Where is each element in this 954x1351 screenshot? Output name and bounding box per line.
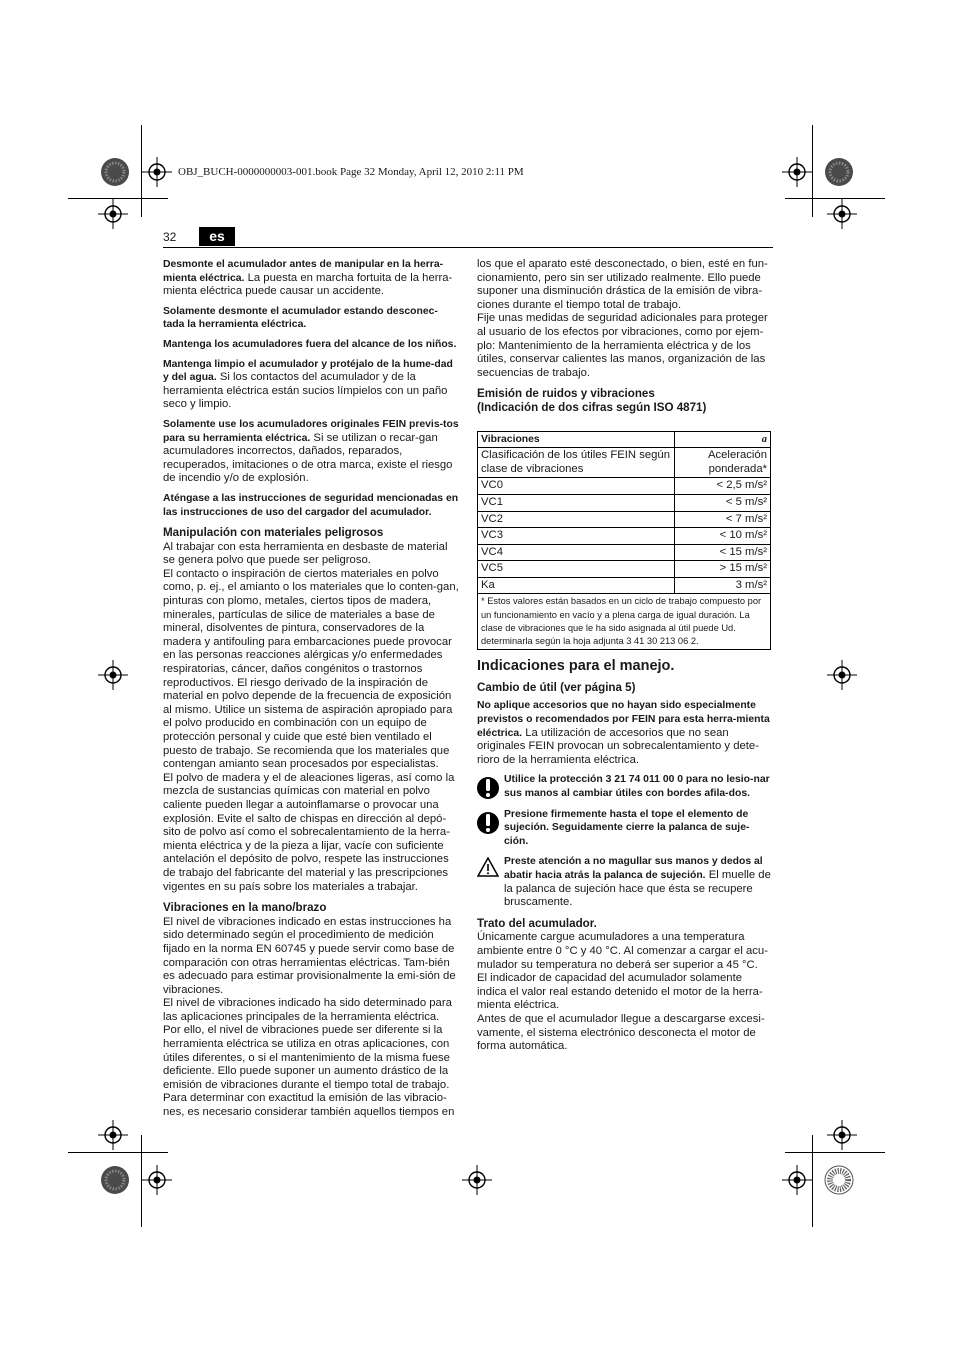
table-row <box>478 561 771 578</box>
table-row <box>478 577 771 594</box>
warning-triangle-icon <box>477 857 499 877</box>
registration-mark-icon <box>827 1120 857 1150</box>
section-heading: Emisión de ruidos y vibraciones <box>477 387 655 401</box>
registration-mark-icon <box>98 199 128 229</box>
body-text: El muelle de la palanca de sujeción hace que ésta se recupere bruscamente. <box>504 869 771 909</box>
bold-text: Solamente use los acumuladores originales FEIN previs-tos para su herramienta eléctrica. <box>163 418 459 444</box>
registration-mark-icon <box>827 660 857 690</box>
table-cell: > 15 m/s² <box>675 561 771 578</box>
table-row <box>478 544 771 561</box>
table-row <box>478 448 771 478</box>
paragraph: los que el aparato esté desconectado, o bien, esté en fun-cionamiento, pero sin ser utilizado realmente. Ello puede suponer una disminución drástica de la emisión de vibra-ciones durante el tiempo total de trabajo. <box>477 258 768 311</box>
bold-text: Mantenga limpio el acumulador y protéjalo de la hume-dad y del agua. <box>163 358 453 384</box>
section-heading: Manipulación con materiales peligrosos <box>163 526 384 540</box>
bold-text: Presione firmemente hasta el tope el elemento de sujeción. Seguidamente cierre la palanca de suje-ción. <box>504 808 750 847</box>
body-text: La utilización de accesorios que no sean originales FEIN provocan un sobrecalentamiento y dete-rioro de la herramienta eléctrica. <box>477 726 759 766</box>
table-cell: < 10 m/s² <box>675 528 771 545</box>
paragraph: El polvo de madera y el de aleaciones ligeras, así como la mezcla de sustancias químicas con material en polvo caliente pueden llegar a autoinflamarse o provocar una explosión. Evite el salto de chispas en dirección al depó-sito de polvo así como el sobrecalentamiento de la herra-mienta eléctrica y de la pieza a lijar, vacíe con suficiente antelación el depósito de polvo, respete las instrucciones de trabajo del fabricante del material y las prescripciones vigentes en su país sobre los materiales a trabajar. <box>163 771 455 893</box>
paragraph: Antes de que el acumulador llegue a descargarse excesi-vamente, el sistema electrónico desconecta el motor de forma automática. <box>477 1012 765 1053</box>
registration-mark-icon <box>98 1120 128 1150</box>
table-row <box>478 528 771 545</box>
section-heading: Cambio de útil (ver página 5) <box>477 680 636 694</box>
color-target-icon <box>824 1165 854 1195</box>
table-header-cell: a <box>675 431 771 448</box>
vibration-table <box>477 431 771 651</box>
section-heading: Indicaciones para el manejo. <box>477 658 675 675</box>
table-cell: < 15 m/s² <box>675 544 771 561</box>
table-note-row <box>478 594 771 650</box>
table-cell: VC0 <box>478 478 675 495</box>
section-heading: (Indicación de dos cifras según ISO 4871) <box>477 400 707 414</box>
header-rule <box>163 247 773 248</box>
table-cell: VC5 <box>478 561 675 578</box>
registration-mark-icon <box>782 157 812 187</box>
color-target-icon <box>100 157 130 187</box>
paragraph: El nivel de vibraciones indicado ha sido determinado para las aplicaciones principales de la herramienta eléctrica. Por ello, el nivel de vibraciones puede ser diferente si la herramienta eléctrica se utiliza en otras aplicaciones, con útiles diferentes, o si el mantenimiento de la misma fuese deficiente. Ello puede suponer un aumento drástico de la emisión de vibraciones durante el tiempo total de trabajo. Para determinar con exactitud la emisión de las vibracio-nes, es necesario considerar también aquellos tiempos en <box>163 997 455 1119</box>
registration-mark-icon <box>98 660 128 690</box>
table-footnote: * Estos valores están basados en un ciclo de trabajo compuesto por un funcionamiento en vacío y a plena carga de igual duración. La clase de vibraciones que le ha sido asignada al útil puede Ud. determinarla según la hoja adjunta 3 41 30 213 06 2. <box>478 594 771 650</box>
table-cell: VC2 <box>478 511 675 528</box>
paragraph <box>163 305 459 332</box>
exclamation-icon <box>477 775 499 801</box>
exclamation-icon <box>477 810 499 836</box>
table-row <box>478 511 771 528</box>
table-cell: < 5 m/s² <box>675 494 771 511</box>
table-cell: Aceleración ponderada* <box>675 448 771 478</box>
bold-text: Desmonte el acumulador antes de manipular en la herra-mienta eléctrica. <box>163 259 444 284</box>
color-target-icon <box>100 1165 130 1195</box>
paragraph <box>163 258 459 299</box>
color-target-icon <box>824 157 854 187</box>
table-row <box>478 478 771 495</box>
paragraph: Únicamente cargue acumuladores a una temperatura ambiente entre 0 °C y 40 °C. Al comenzar a cargar el acu-mulador su temperatura no deberá ser superior a 45 °C. <box>477 931 768 971</box>
table-header-row <box>478 431 771 448</box>
bold-text: Aténgase a las instrucciones de seguridad mencionadas en las instrucciones de uso del cargador del acumulador. <box>163 492 459 518</box>
language-tab: es <box>199 227 235 246</box>
paragraph <box>163 358 459 412</box>
table-cell: < 7 m/s² <box>675 511 771 528</box>
table-header-cell: Vibraciones <box>478 431 675 448</box>
registration-mark-icon <box>142 157 172 187</box>
page-number: 32 <box>163 230 177 244</box>
bold-text: Utilice la protección 3 21 74 011 00 0 para no lesio-nar sus manos al cambiar útiles con bordes afila-dos. <box>504 774 770 800</box>
registration-mark-icon <box>827 199 857 229</box>
section-heading: Vibraciones en la mano/brazo <box>163 901 327 915</box>
book-file-header: OBJ_BUCH-0000000003-001.book Page 32 Monday, April 12, 2010 2:11 PM <box>178 166 524 178</box>
table-cell: VC1 <box>478 494 675 511</box>
left-column <box>163 258 459 1120</box>
table-cell: 3 m/s² <box>675 577 771 594</box>
registration-mark-icon <box>782 1165 812 1195</box>
warning-block <box>477 855 773 909</box>
paragraph <box>163 338 459 352</box>
bold-text: Solamente desmonte el acumulador estando desconec-tada la herramienta eléctrica. <box>163 305 438 331</box>
paragraph: Fije unas medidas de seguridad adicionales para proteger al usuario de los efectos por vibraciones, como por ejem-plo: Mantenimiento de la herramienta eléctrica y de los útiles, conservar calientes las manos, organización de las secuencias de trabajo. <box>477 312 768 379</box>
paragraph <box>477 699 773 767</box>
body-text: Si los contactos del acumulador y de la herramienta eléctrica están sucios límpielos con un paño seco y limpio. <box>163 371 448 411</box>
table-row <box>478 494 771 511</box>
table-cell: Ka <box>478 577 675 594</box>
body-text: La puesta en marcha fortuita de la herra-mienta eléctrica puede causar un accidente. <box>163 271 453 298</box>
table-cell: VC3 <box>478 528 675 545</box>
table-cell: Clasificación de los útiles FEIN según clase de vibraciones <box>478 448 675 478</box>
paragraph <box>163 492 459 519</box>
paragraph <box>163 418 459 486</box>
crop-line <box>785 1152 885 1153</box>
body-text: Si se utilizan o recar-gan acumuladores incorrectos, dañados, reparados, recuperados, imitaciones o de otra marca, existe el riesgo de incendio y/o de explosión. <box>163 431 453 485</box>
table-cell: VC4 <box>478 544 675 561</box>
crop-line <box>68 1152 168 1153</box>
paragraph: El contacto o inspiración de ciertos materiales en polvo como, p. ej., el amianto o los materiales que lo conten-gan, pinturas con plomo, metales, ciertos tipos de madera, minerales, partículas de silice de materiales a base de mineral, disolventes de pintura, conservadores de la madera y antifouling para embarcaciones puede provocar en las personas reacciones alérgicas y/o enfermedades respiratorias, cáncer, daños congénitos o trastornos reproductivos. El riesgo derivado de la inspiración de material en polvo depende de la frecuencia de exposición al mismo. Utilice un sistema de aspiración apropiado para el polvo producido en combinación con un equipo de protección personal y cuide que esté bien ventilado el puesto de trabajo. Se recomienda que los materiales que contengan amianto sean procesados por especialistas. <box>163 567 459 771</box>
bold-text: Preste atención a no magullar sus manos y dedos al abatir hacia atrás la palanca de sujeción. <box>504 856 763 881</box>
paragraph: El nivel de vibraciones indicado en estas instrucciones ha sido determinado según el procedimiento de medición fijado en la norma EN 60745 y puede servir como base de comparación con otras herramientas eléctricas. Tam-bién es adecuado para estimar provisionalmente la emi-sión de vibraciones. <box>163 915 456 996</box>
warning-block <box>477 808 773 849</box>
table-cell: < 2,5 m/s² <box>675 478 771 495</box>
crop-line <box>812 125 813 217</box>
registration-mark-icon <box>142 1165 172 1195</box>
bold-text: No aplique accesorios que no hayan sido especialmente previstos o recomendados por FEIN para esta herra-mienta eléctrica. <box>477 700 770 739</box>
warning-block <box>477 773 773 800</box>
section-heading: Trato del acumulador. <box>477 916 597 930</box>
paragraph: El indicador de capacidad del acumulador solamente indica el valor real estando detenido el motor de la herra-mienta eléctrica. <box>477 972 763 1012</box>
crop-line <box>812 1135 813 1227</box>
bold-text: Mantenga los acumuladores fuera del alcance de los niños. <box>163 338 457 350</box>
paragraph: Al trabajar con esta herramienta en desbaste de material se genera polvo que puede ser peligroso. <box>163 540 448 567</box>
registration-mark-icon <box>462 1165 492 1195</box>
right-column <box>477 258 773 1060</box>
